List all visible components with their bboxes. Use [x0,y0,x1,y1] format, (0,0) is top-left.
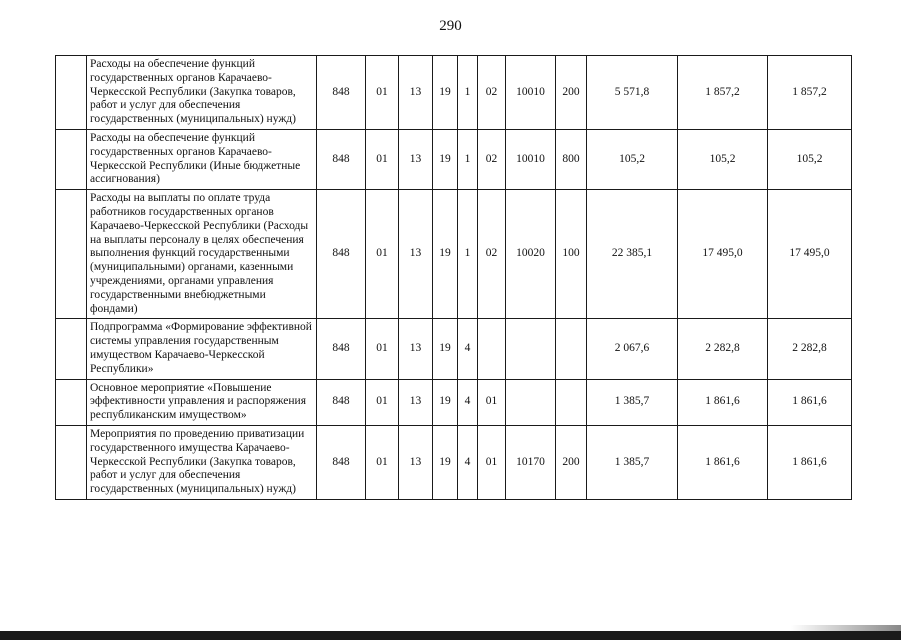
table-row [56,319,852,379]
direction-cell: 10010 [506,129,556,189]
program-cell: 19 [433,56,458,130]
table-row [56,379,852,425]
table-row [56,190,852,319]
amount-year-3-cell: 1 861,6 [768,379,852,425]
expense-type-cell [556,379,587,425]
amount-year-2-cell: 1 857,2 [678,56,768,130]
amount-year-1-cell: 5 571,8 [587,56,678,130]
gov-code-cell: 848 [317,56,366,130]
section-cell: 01 [366,129,399,189]
budget-table [55,55,852,500]
amount-year-2-cell: 1 861,6 [678,379,768,425]
row-index-cell [56,190,87,319]
subprogram-cell: 1 [458,190,478,319]
amount-year-3-cell: 17 495,0 [768,190,852,319]
expense-type-cell: 100 [556,190,587,319]
event-cell: 02 [478,56,506,130]
expense-name-cell: Расходы на обеспечение функций государственных органов Карачаево-Черкесской Республики (Закупка товаров, работ и услуг для обеспечения государственных (муниципальных) нужд) [87,56,317,130]
expense-name-cell: Подпрограмма «Формирование эффективной системы управления государственным имуществом Карачаево-Черкесской Республики» [87,319,317,379]
direction-cell [506,379,556,425]
subprogram-cell: 1 [458,129,478,189]
expense-name-cell: Основное мероприятие «Повышение эффективности управления и распоряжения республиканским имуществом» [87,379,317,425]
section-cell: 01 [366,379,399,425]
expense-type-cell: 200 [556,425,587,499]
program-cell: 19 [433,425,458,499]
program-cell: 19 [433,129,458,189]
row-index-cell [56,379,87,425]
gov-code-cell: 848 [317,319,366,379]
amount-year-2-cell: 17 495,0 [678,190,768,319]
amount-year-2-cell: 105,2 [678,129,768,189]
amount-year-3-cell: 1 861,6 [768,425,852,499]
subprogram-cell: 1 [458,56,478,130]
amount-year-1-cell: 105,2 [587,129,678,189]
gov-code-cell: 848 [317,379,366,425]
subsection-cell: 13 [399,129,433,189]
subsection-cell: 13 [399,190,433,319]
expense-type-cell: 800 [556,129,587,189]
subsection-cell: 13 [399,56,433,130]
amount-year-3-cell: 2 282,8 [768,319,852,379]
amount-year-2-cell: 2 282,8 [678,319,768,379]
page-number: 290 [439,18,462,34]
direction-cell: 10020 [506,190,556,319]
expense-type-cell: 200 [556,56,587,130]
section-cell: 01 [366,425,399,499]
program-cell: 19 [433,319,458,379]
event-cell [478,319,506,379]
row-index-cell [56,129,87,189]
program-cell: 19 [433,379,458,425]
scan-edge-bar [0,631,901,640]
section-cell: 01 [366,190,399,319]
table-row [56,129,852,189]
amount-year-2-cell: 1 861,6 [678,425,768,499]
amount-year-3-cell: 105,2 [768,129,852,189]
direction-cell: 10170 [506,425,556,499]
event-cell: 02 [478,129,506,189]
section-cell: 01 [366,56,399,130]
subprogram-cell: 4 [458,425,478,499]
expense-name-cell: Мероприятия по проведению приватизации государственного имущества Карачаево-Черкесской Республики (Закупка товаров, работ и услуг для обеспечения государственных (муниципальных) нужд) [87,425,317,499]
gov-code-cell: 848 [317,425,366,499]
gov-code-cell: 848 [317,190,366,319]
table-body [56,56,852,500]
direction-cell: 10010 [506,56,556,130]
subsection-cell: 13 [399,379,433,425]
row-index-cell [56,425,87,499]
subprogram-cell: 4 [458,379,478,425]
expense-type-cell [556,319,587,379]
amount-year-1-cell: 1 385,7 [587,379,678,425]
section-cell: 01 [366,319,399,379]
table-row [56,425,852,499]
direction-cell [506,319,556,379]
gov-code-cell: 848 [317,129,366,189]
row-index-cell [56,56,87,130]
amount-year-1-cell: 1 385,7 [587,425,678,499]
event-cell: 01 [478,425,506,499]
program-cell: 19 [433,190,458,319]
table-row [56,56,852,130]
event-cell: 01 [478,379,506,425]
amount-year-1-cell: 2 067,6 [587,319,678,379]
event-cell: 02 [478,190,506,319]
subsection-cell: 13 [399,319,433,379]
subsection-cell: 13 [399,425,433,499]
subprogram-cell: 4 [458,319,478,379]
expense-name-cell: Расходы на обеспечение функций государственных органов Карачаево-Черкесской Республики (Иные бюджетные ассигнования) [87,129,317,189]
amount-year-3-cell: 1 857,2 [768,56,852,130]
amount-year-1-cell: 22 385,1 [587,190,678,319]
expense-name-cell: Расходы на выплаты по оплате труда работников государственных органов Карачаево-Черкесской Республики (Расходы на выплаты персоналу в целях обеспечения выполнения функций государственными (муниципальными) органами, казенными учреждениями, органами управления государственными внебюджетными фондами) [87,190,317,319]
row-index-cell [56,319,87,379]
